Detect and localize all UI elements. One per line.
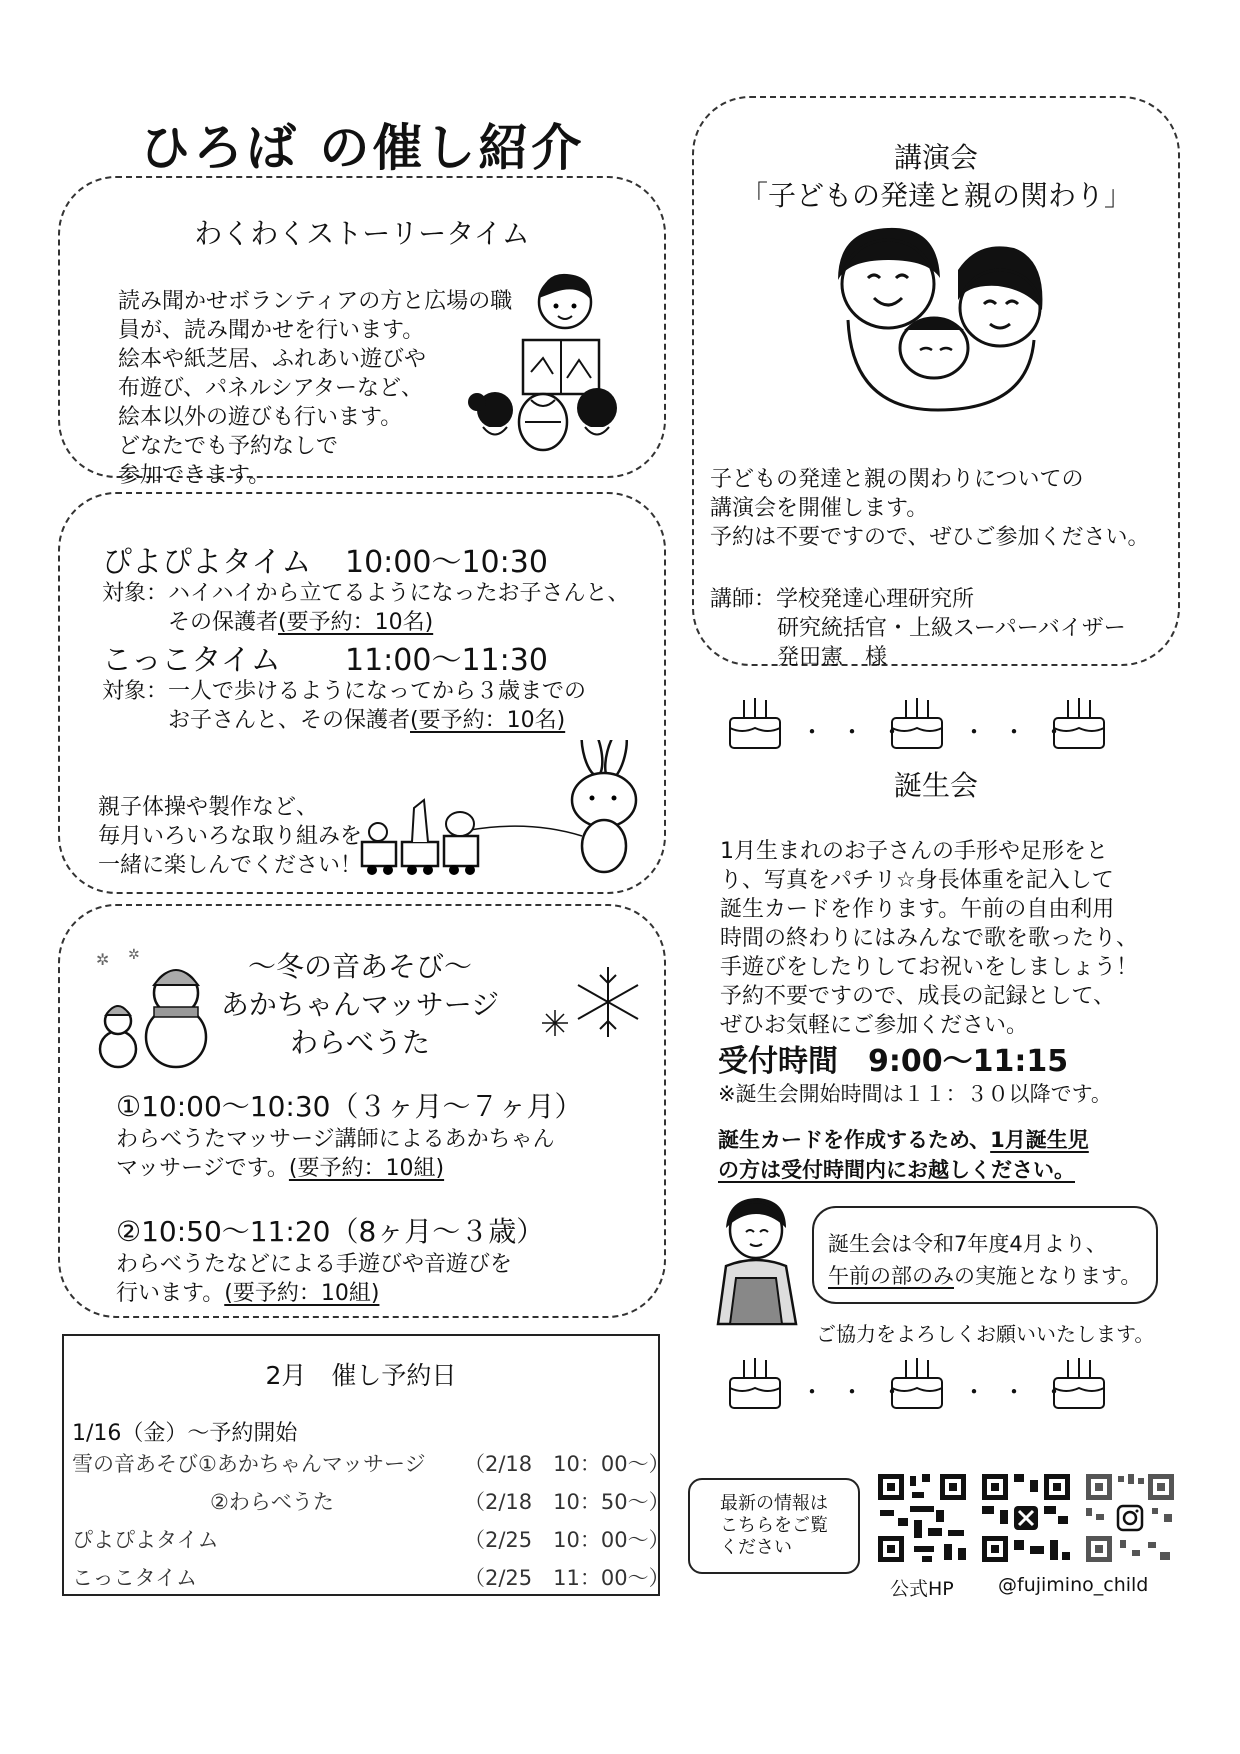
lecture-text: 子どもの発達と親の関わりについての 講演会を開催します。 予約は不要ですので、ぜひご参加ください。: [710, 467, 1150, 550]
reservation-row-date: （2/25 10：00～）: [464, 1528, 670, 1552]
kokko-note: 親子体操や製作など、 毎月いろいろな取り組みを 一緒に楽しんでください！: [98, 795, 363, 878]
kokko-title: こっこタイム: [102, 643, 281, 678]
winter-title-3: わらべうた: [289, 1026, 430, 1059]
winter-session-1-title: ①10:00～10:30（３ヶ月～７ヶ月）: [116, 1090, 583, 1123]
reservation-row-name: ぴよぴよタイム: [72, 1528, 219, 1552]
winter-session-1-desc: わらべうたマッサージ講師によるあかちゃん: [116, 1127, 555, 1152]
lecture-label: 講演会: [893, 141, 978, 174]
thanks-text: ご協力をよろしくお願いいたします。: [816, 1322, 1155, 1346]
winter-title-1: ～冬の音あそび～: [247, 950, 472, 983]
cake-dots: ・・・: [800, 718, 920, 746]
qr-code-homepage-icon[interactable]: [874, 1470, 970, 1566]
lecture-lecturer: 講師：学校発達心理研究所 研究統括官・上級スーパーバイザー 発田憲 様: [710, 587, 1126, 670]
reservation-row-name: こっこタイム: [72, 1566, 198, 1590]
page-title: ひろば の催し紹介: [140, 119, 585, 177]
winter-session-2-title: ②10:50～11:20（8ヶ月～３歳）: [116, 1215, 545, 1248]
sns-handle: @fujimino_child: [998, 1574, 1149, 1596]
piyo-target: 対象：ハイハイから立てるようになったお子さんと、: [102, 581, 630, 606]
kokko-target: 対象：一人で歩けるようになってから３歳までの: [102, 679, 587, 704]
cake-dots: ・・・: [962, 718, 1082, 746]
birthday-notice-1: 誕生カードを作成するため、1月誕生児: [718, 1128, 1089, 1152]
birthday-text: 1月生まれのお子さんの手形や足形をと り、写真をパチリ☆身長体重を記入して 誕生カードを作ります。午前の自由利用 時間の終わりにはみんなで歌を歌ったり、 手遊びをしたりしてお祝いをしましょう！ 予約不要ですので、成長の記録として、 ぜひお気軽にご参加ください。: [720, 839, 1139, 1038]
bubble-line-1: 誕生会は令和7年度4月より、: [828, 1232, 1107, 1256]
bubble-line-2: 午前の部のみの実施となります。: [828, 1264, 1142, 1288]
piyo-time: 10:00～10:30: [345, 545, 548, 580]
svg-text:✲: ✲: [96, 950, 110, 969]
reservation-title: 2月 催し予約日: [265, 1361, 457, 1390]
woman-illustration: [712, 1194, 802, 1334]
storyteller-illustration: [455, 262, 625, 472]
birthday-notice-2: の方は受付時間内にお越しください。: [718, 1158, 1075, 1182]
reservation-row-name: ②わらべうた: [210, 1490, 334, 1514]
birthday-title: 誕生会: [893, 769, 978, 802]
story-time-title: わくわくストーリータイム: [194, 217, 530, 250]
qr-code-x-icon[interactable]: [978, 1470, 1074, 1566]
bunny-train-illustration: [360, 740, 650, 880]
reservation-row-date: （2/18 10：00～）: [464, 1452, 670, 1476]
reception-note: ※誕生会開始時間は１１：３０以降です。: [718, 1082, 1112, 1106]
lecture-title: 「子どもの発達と親の関わり」: [739, 179, 1132, 212]
winter-title-2: あかちゃんマッサージ: [220, 988, 500, 1021]
cake-dots: ・・・: [962, 1378, 1082, 1406]
reservation-start: 1/16（金）～予約開始: [72, 1421, 298, 1446]
winter-session-1-res: マッサージです。(要予約：10組): [116, 1156, 445, 1181]
family-illustration: [828, 220, 1058, 420]
snowflake-icon: [528, 955, 648, 1055]
info-text: 最新の情報は こちらをご覧 ください: [720, 1493, 828, 1558]
reservation-row-date: （2/25 11：00～）: [464, 1566, 670, 1590]
reservation-row-date: （2/18 10：50～）: [464, 1490, 670, 1514]
story-time-text: 読み聞かせボランティアの方と広場の職 員が、読み聞かせを行います。 絵本や紙芝居、ふれあい遊びや 布遊び、パネルシアターなど、 絵本以外の遊びも行います。 どなたでも予約なしで 参加できます。: [118, 289, 513, 488]
piyo-target-2: その保護者(要予約：10名): [168, 610, 434, 635]
cake-dots: ・・・: [800, 1378, 920, 1406]
reception-time: 受付時間 9:00～11:15: [718, 1044, 1069, 1079]
qr-code-instagram-icon[interactable]: [1082, 1470, 1178, 1566]
winter-session-2-res: 行います。(要予約：10組): [116, 1281, 380, 1306]
winter-session-2-desc: わらべうたなどによる手遊びや音遊びを: [116, 1252, 513, 1277]
kokko-target-2: お子さんと、その保護者(要予約：10名): [168, 708, 566, 733]
homepage-label: 公式HP: [890, 1578, 954, 1600]
reservation-row-name: 雪の音あそび①あかちゃんマッサージ: [72, 1452, 426, 1476]
svg-text:✲: ✲: [128, 947, 140, 963]
snowman-illustration: [88, 945, 223, 1070]
piyo-title: ぴよぴよタイム: [102, 545, 312, 580]
kokko-time: 11:00～11:30: [345, 643, 548, 678]
